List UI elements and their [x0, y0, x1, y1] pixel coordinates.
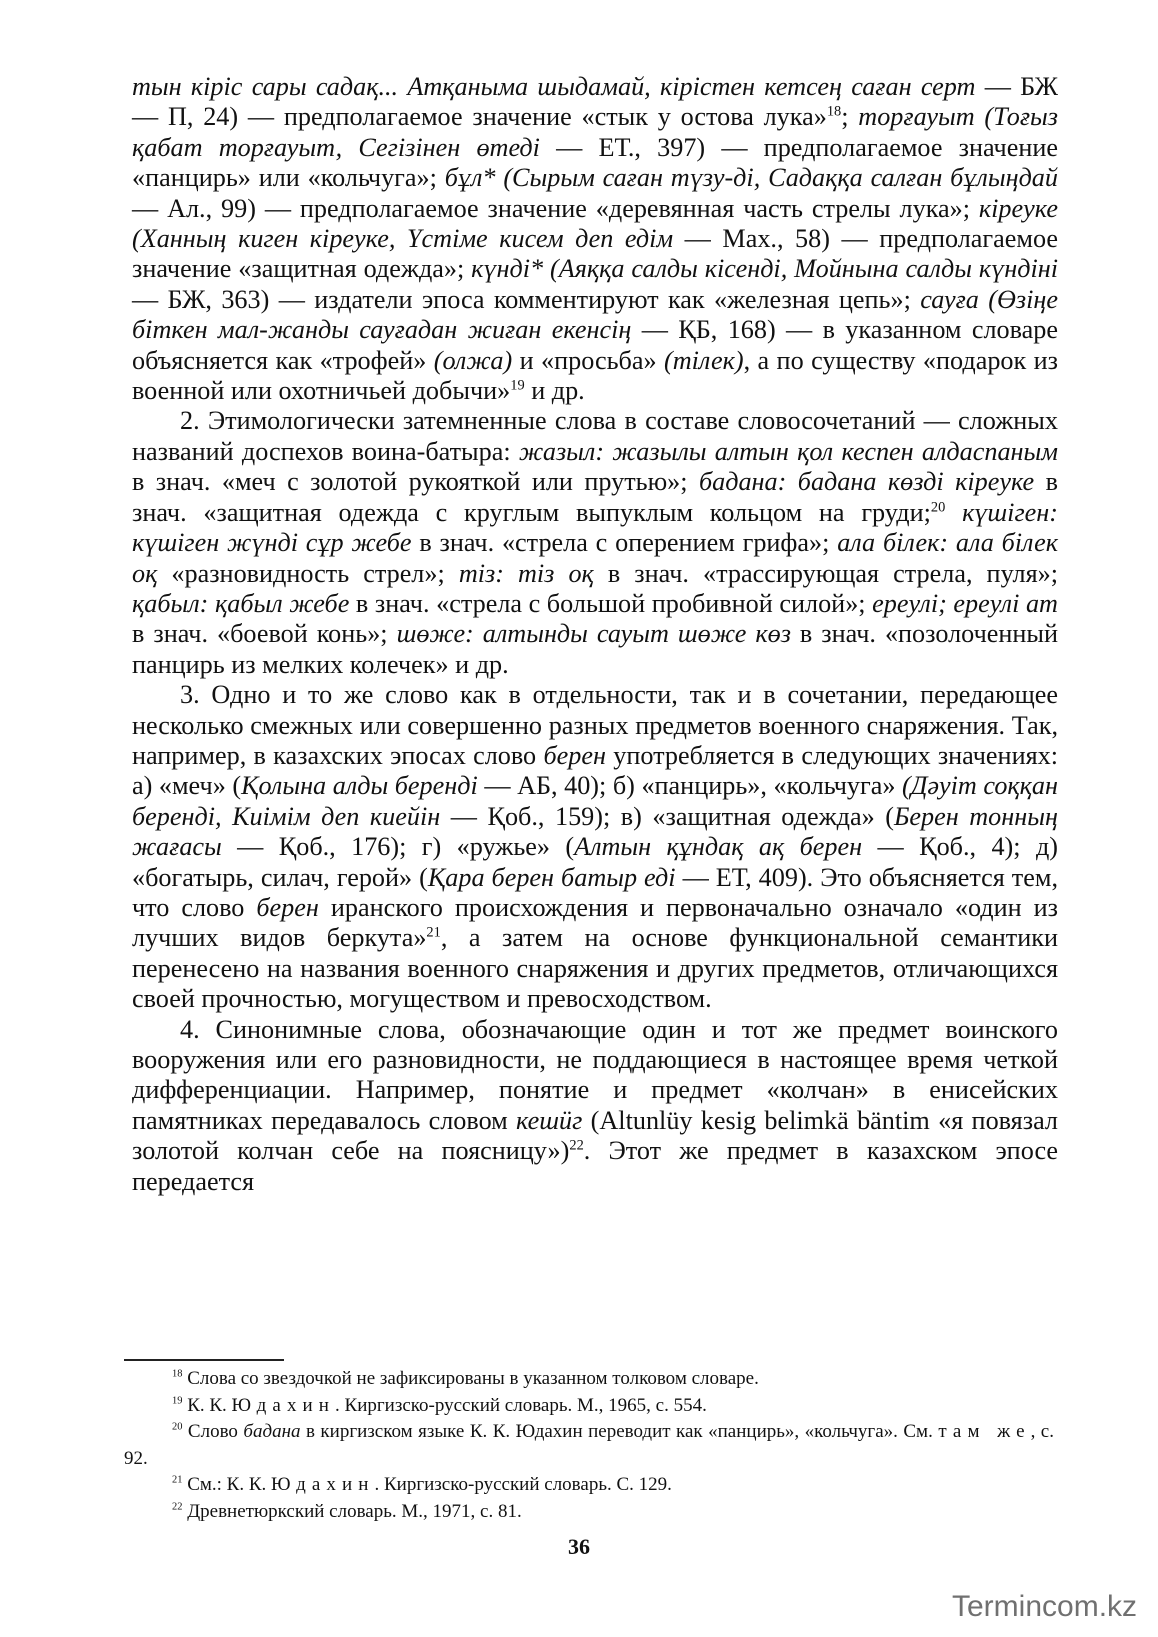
footnote: $^{21}$ См.: К. К. Юдахин. Киргизско-русский словарь. С. 129. [172, 1474, 672, 1495]
footnote-separator [124, 1359, 284, 1361]
paragraph: 2. Этимологически затемненные слова в составе словосочетаний — сложных названий доспехов воина-батыра: жазыл: жазылы алтын қол кеспен алдаспаным в знач. «меч с золотой рукояткой или прутью»; бадана: бадана көзді кіреуке в знач. «защитная одежда с круглым выпуклым кольцом на груди;$^{20}$ күшіген: күшіген жүнді сұр жебе в знач. «стрела с оперением грифа»; ала білек: ала білек оқ «разновидность стрел»; тіз: тіз оқ в знач. «трассирующая стрела, пуля»; қабыл: қабыл жебе в знач. «стрела с большой пробивной силой»; ереулі; ереулі ат в знач. «боевой конь»; шөже: алтынды сауыт шөже көз в знач. «позолоченный панцирь из мелких колечек» и др. [132, 406, 1059, 679]
page-number: 36 [568, 1534, 590, 1559]
watermark-logo: Termincom.kz [952, 1590, 1138, 1623]
footnote: $^{22}$ Древнетюркский словарь. М., 1971, с. 81. [172, 1500, 522, 1522]
footnotes [124, 1366, 1054, 1525]
footnote: $^{18}$ Слова со звездочкой не зафиксированы в указанном толковом словаре. [172, 1368, 759, 1389]
paragraph: тын кіріс сары садақ... Атқаныма шыдамай, кірістен кетсең саған серт — БЖ — П, 24) — предполагаемое значение «стык у остова лука»$^{18}$; торғауыт (Тоғыз қабат торғауыт, Сегізінен өтеді — ЕТ., 397) — предполагаемое значение «панцирь» или «кольчуга»; бұл* (Сырым саған түзу-ді, Садаққа салған бұлыңдай — Ал., 99) — предполагаемое значение «деревянная часть стрелы лука»; кіреуке (Ханның киген кіреуке, Үстіме кисем деп едім — Мах., 58) — предполагаемое значение «защитная одежда»; күнді* (Аяққа салды кісенді, Мойнына салды күндіні — БЖ, 363) — издатели эпоса комментируют как «железная цепь»; сауға (Өзіңе біткен мал-жанды сауғадан жиған екенсің — ҚБ, 168) — в указанном словаре объясняется как «трофей» (олжа) и «просьба» (тілек), а по существу «подарок из военной или охотничьей добычи»$^{19}$ и др. [132, 72, 1059, 406]
footnote: $^{19}$ К. К. Юдахин. Киргизско-русский словарь. М., 1965, с. 554. [172, 1394, 707, 1416]
paragraph: 3. Одно и то же слово как в отдельности, так и в сочетании, передающее несколько смежных или совершенно разных предметов военного снаряжения. Так, например, в казахских эпосах слово берен употребляется в следующих значениях: а) «меч» (Қолына алды берендi — АБ, 40); б) «панцирь», «кольчуга» (Дәуіт соққан берендi, Киімім деп киейін — Қоб., 159); в) «защитная одежда» (Берен тонның жағасы — Қоб., 176); г) «ружье» (Алтын құндақ ақ берен — Қоб., 4); д) «богатырь, силач, герой» (Қара берен батыр еді — ЕТ, 409). Это объясняется тем, что слово берен иранского происхождения и первоначально означало «один из лучших видов беркута»$^{21}$, а затем на основе функциональной семантики перенесено на названия военного снаряжения и других предметов, отличающихся своей прочностью, могуществом и превосходством. [132, 680, 1059, 1014]
main-text [132, 72, 1058, 1197]
paragraph: 4. Синонимные слова, обозначающие один и тот же предмет воинского вооружения или его разновидности, не поддающиеся в настоящее время четкой дифференциации. Например, понятие и предмет «колчан» в енисейских памятниках передавалось словом кешüг (Altunlüy kesig belimkä bäntim «я повязал золотой колчан себе на поясницу»)$^{22}$. Этот же предмет в казахском эпосе передается [132, 1014, 1059, 1196]
footnote: $^{20}$ Слово бадана в киргизском языке К. К. Юдахин переводит как «панцирь», «кольчуга». См. там же, с. 92. [124, 1421, 1054, 1469]
